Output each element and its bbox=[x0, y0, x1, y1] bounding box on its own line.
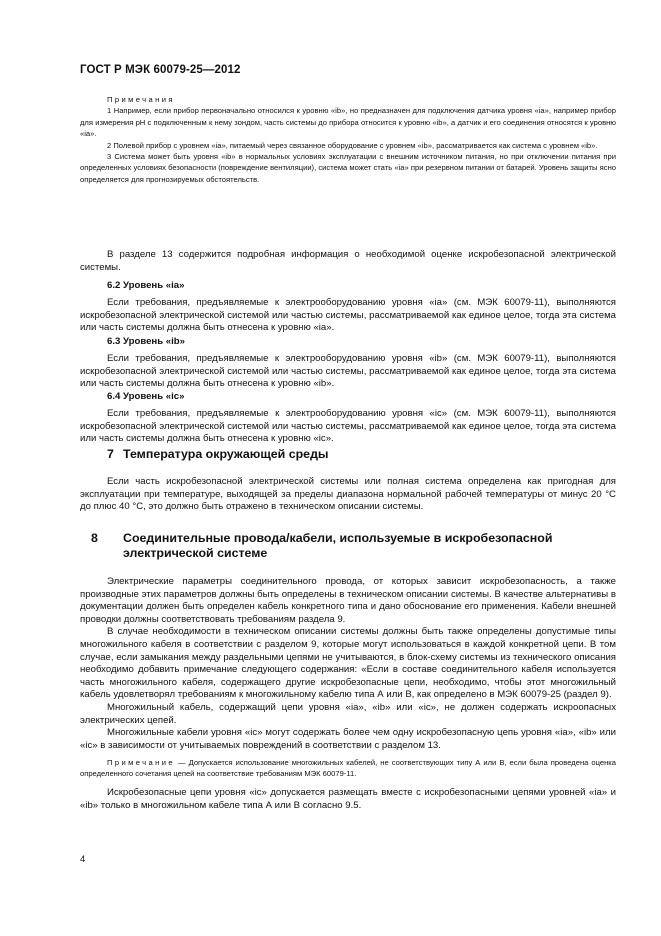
section-6-4 bbox=[80, 391, 616, 446]
section-8-paragraph-3: Многожильный кабель, содержащий цепи уровня «ia», «ib» или «ic», не должен содержать искроопасных электрических цепей. bbox=[80, 701, 616, 726]
intro-section bbox=[80, 249, 616, 274]
note-3: 3 Система может быть уровня «ib» в нормальных условиях эксплуатации с внешним источником питания, но при отключении питания при определенных условиях безопасности (повреждение вентиляции), система может стать «ia» при резервном питании от батарей. Уровень защиты ясно определяется для прогнозируемых обстоятельств. bbox=[80, 152, 616, 184]
section-8-heading bbox=[91, 531, 603, 561]
section-8-final bbox=[80, 787, 616, 812]
section-7-body bbox=[80, 476, 616, 514]
section-6-3-text: Если требования, предъявляемые к электрооборудованию уровня «ib» (см. МЭК 60079-11), выполняются искробезопасной электрической системой или частью системы, рассматриваемой как единое целое, тогда эта система или часть системы должна быть отнесена к уровню «ib». bbox=[80, 353, 616, 390]
section-8-title: Соединительные провода/кабели, используемые в искробезопасной электрической системе bbox=[123, 531, 553, 560]
section-6-4-text: Если требования, предъявляемые к электрооборудованию уровня «ic» (см. МЭК 60079-11), выполняются искробезопасной электрической системой или частью системы, рассматриваемой как единое целое, тогда эта система или часть системы должна быть отнесена к уровню «ic». bbox=[80, 408, 616, 445]
section-6-3 bbox=[80, 336, 616, 391]
section-8-note-text: — Допускается использование многожильных кабелей, не соответствующих типу А или В, если была проведена оценка определенного сочетания цепей на соответствие требованиям МЭК 60079-11. bbox=[80, 758, 616, 778]
page-number: 4 bbox=[80, 853, 86, 864]
section-8-body bbox=[80, 576, 616, 752]
section-8-note bbox=[80, 757, 616, 779]
section-7-title: Температура окружающей среды bbox=[123, 447, 329, 461]
section-6-2-title: 6.2 Уровень «ia» bbox=[107, 280, 185, 291]
section-6-2 bbox=[80, 280, 616, 335]
standard-header: ГОСТ Р МЭК 60079-25—2012 bbox=[80, 64, 241, 76]
section-7-text: Если часть искробезопасной электрической системы или полная система определена как пригодная для эксплуатации при температуре, выходящей за пределы диапазона нормальной рабочей температуры от минус 20 °С до плюс 40 °С, это должно быть отражено в техническом описании системы. bbox=[80, 476, 616, 513]
section-7-number: 7 bbox=[107, 447, 114, 461]
section-8-paragraph-4: Многожильные кабели уровня «ic» могут содержать более чем одну искробезопасную цепь уровня «ia», «ib» или «ic» в зависимости от учитываемых повреждений в соответствии с разделом 13. bbox=[80, 727, 616, 751]
note-2: 2 Полевой прибор с уровнем «ia», питаемый через связанное оборудование с уровнем «ib», рассматривается как система с уровнем «ib». bbox=[107, 140, 598, 150]
section-6-4-title: 6.4 Уровень «ic» bbox=[107, 391, 185, 402]
notes-block bbox=[80, 94, 616, 185]
section-6-2-text: Если требования, предъявляемые к электрооборудованию уровня «ia» (см. МЭК 60079-11), выполняются искробезопасной электрической системой или частью системы, рассматриваемой как единое целое, тогда эта система или часть системы должна быть отнесена к уровню «ia». bbox=[80, 297, 616, 334]
section-8-paragraph-2: В случае необходимости в техническом описании системы должны быть также определены допустимые типы многожильного кабеля в соответствии с разделом 9, которые могут использоваться в каждой конкретной цепи. В том случае, если замыкания между раздельными цепями не учитываются, в блок-схему системы из технического описания необходимо добавить примечание следующего содержания: «Если в составе соединительного кабеля используется часть многожильного кабеля, содержащего другие искробезопасные цепи, необходимо, чтобы этот многожильный кабель удовлетворял требованиям к многожильному кабелю типа А или В, как определено в МЭК 60079-25 (раздел 9). bbox=[80, 626, 616, 701]
section-6-3-title: 6.3 Уровень «ib» bbox=[107, 336, 185, 347]
section-8-paragraph-1: Электрические параметры соединительного провода, от которых зависит искробезопасность, а также производные этих параметров должны быть определены в техническом описании системы. В качестве альтернативы в документации должен быть определен кабель конкретного типа и дано обоснование его применения. Кабели внешней проводки должны соответствовать требованиям раздела 9. bbox=[80, 576, 616, 625]
section-8-paragraph-5: Искробезопасные цепи уровня «ic» допускается размещать вместе с искробезопасными цепями уровней «ia» и «ib» только в многожильном кабеле типа А или В согласно 9.5. bbox=[80, 787, 616, 811]
notes-heading: Примечания bbox=[107, 95, 175, 104]
intro-paragraph: В разделе 13 содержится подробная информация о необходимой оценке искробезопасной электрической системы. bbox=[80, 249, 616, 273]
section-7-heading bbox=[107, 447, 607, 462]
note-1: 1 Например, если прибор первоначально относился к уровню «ib», но предназначен для подключения датчика уровня «ia», например прибор для измерения pH с подключенным к нему зондом, часть системы до прибора относится к уровню «ib», а датчик и его соединения относятся к уровню «ia». bbox=[80, 106, 616, 139]
section-8-number: 8 bbox=[91, 531, 98, 545]
section-8-note-label: Примечание bbox=[107, 758, 175, 767]
